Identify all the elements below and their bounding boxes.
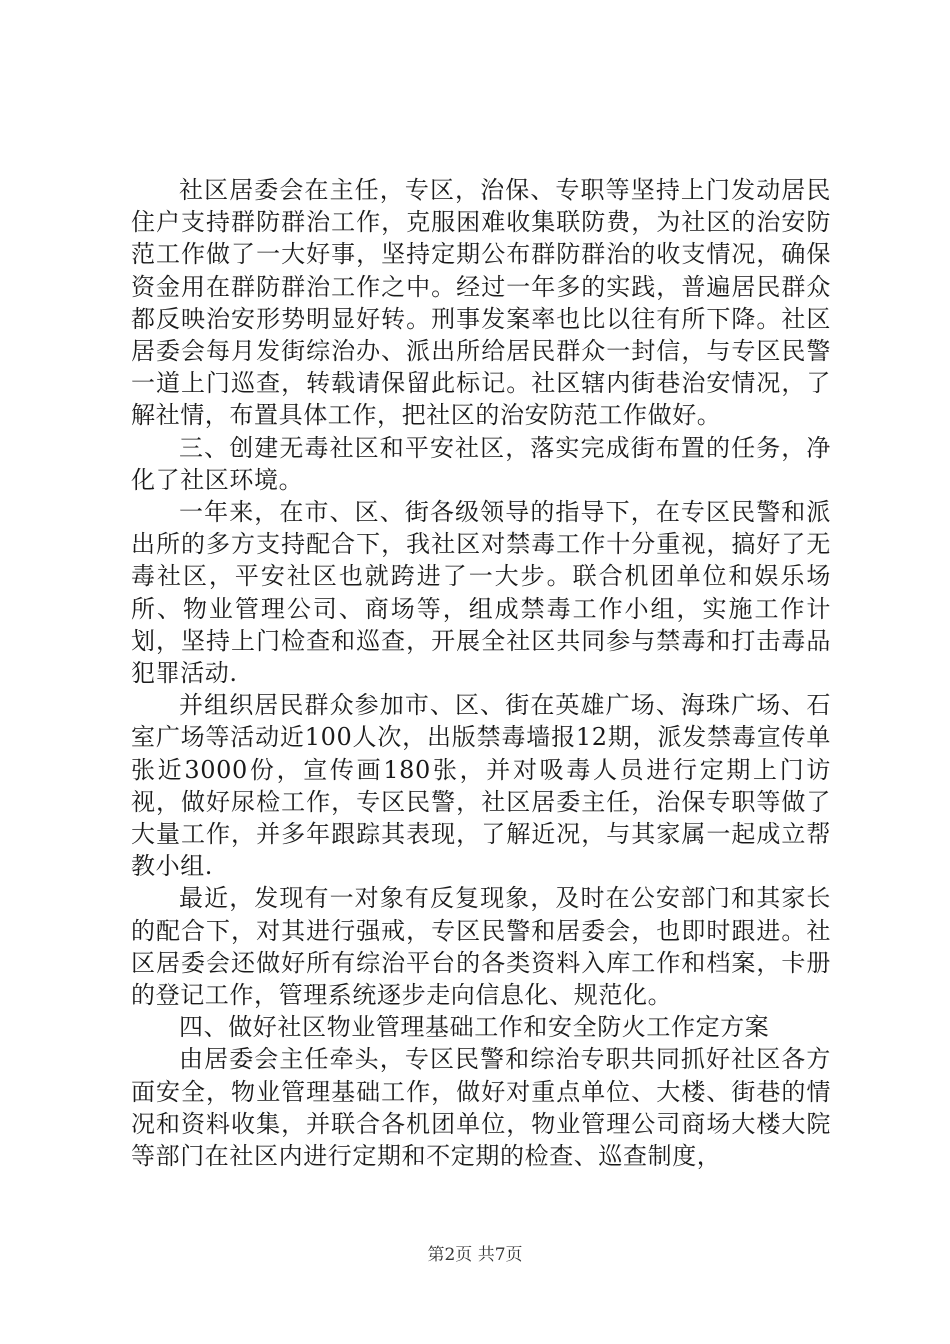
paragraph-4: 并组织居民群众参加市、区、街在英雄广场、海珠广场、石室广场等活动近100人次，出版禁毒墙报12期，派发禁毒宣传单张近3000份，宣传画180张，并对吸毒人员进行定期上门访视，做好尿检工作，专区民警，社区居委主任，治保专职等做了大量工作，并多年跟踪其表现，了解近况，与其家属一起成立帮教小组.	[131, 691, 831, 881]
page-footer: 第2页 共7页	[427, 1245, 523, 1265]
paragraph-5: 最近，发现有一对象有反复现象，及时在公安部门和其家长的配合下，对其进行强戒，专区民警和居委会，也即时跟进。社区居委会还做好所有综治平台的各类资料入库工作和档案，卡册的登记工作，管理系统逐步走向信息化、规范化。	[131, 884, 831, 1010]
section-heading-3: 三、创建无毒社区和平安社区，落实完成街布置的任务，净化了社区环境。	[131, 433, 831, 494]
document-body	[131, 174, 831, 1172]
paragraph-1: 社区居委会在主任，专区，治保、专职等坚持上门发动居民住户支持群防群治工作，克服困难收集联防费，为社区的治安防范工作做了一大好事，坚持定期公布群防群治的收支情况，确保资金用在群防群治工作之中。经过一年多的实践，普遍居民群众都反映治安形势明显好转。刑事发案率也比以往有所下降。社区居委会每月发街综治办、派出所给居民群众一封信，与专区民警一道上门巡查，转载请保留此标记。社区辖内街巷治安情况，了解社情，布置具体工作，把社区的治安防范工作做好。	[131, 176, 831, 430]
paragraph-3: 一年来，在市、区、街各级领导的指导下，在专区民警和派出所的多方支持配合下，我社区对禁毒工作十分重视，搞好了无毒社区，平安社区也就跨进了一大步。联合机团单位和娱乐场所、物业管理公司、商场等，组成禁毒工作小组，实施工作计划，坚持上门检查和巡查，开展全社区共同参与禁毒和打击毒品犯罪活动.	[131, 498, 831, 688]
paragraph-7: 由居委会主任牵头，专区民警和综治专职共同抓好社区各方面安全，物业管理基础工作，做好对重点单位、大楼、街巷的情况和资料收集，并联合各机团单位，物业管理公司商场大楼大院等部门在社区内进行定期和不定期的检查、巡查制度，	[131, 1045, 831, 1171]
section-heading-4: 四、做好社区物业管理基础工作和安全防火工作定方案	[179, 1013, 770, 1042]
